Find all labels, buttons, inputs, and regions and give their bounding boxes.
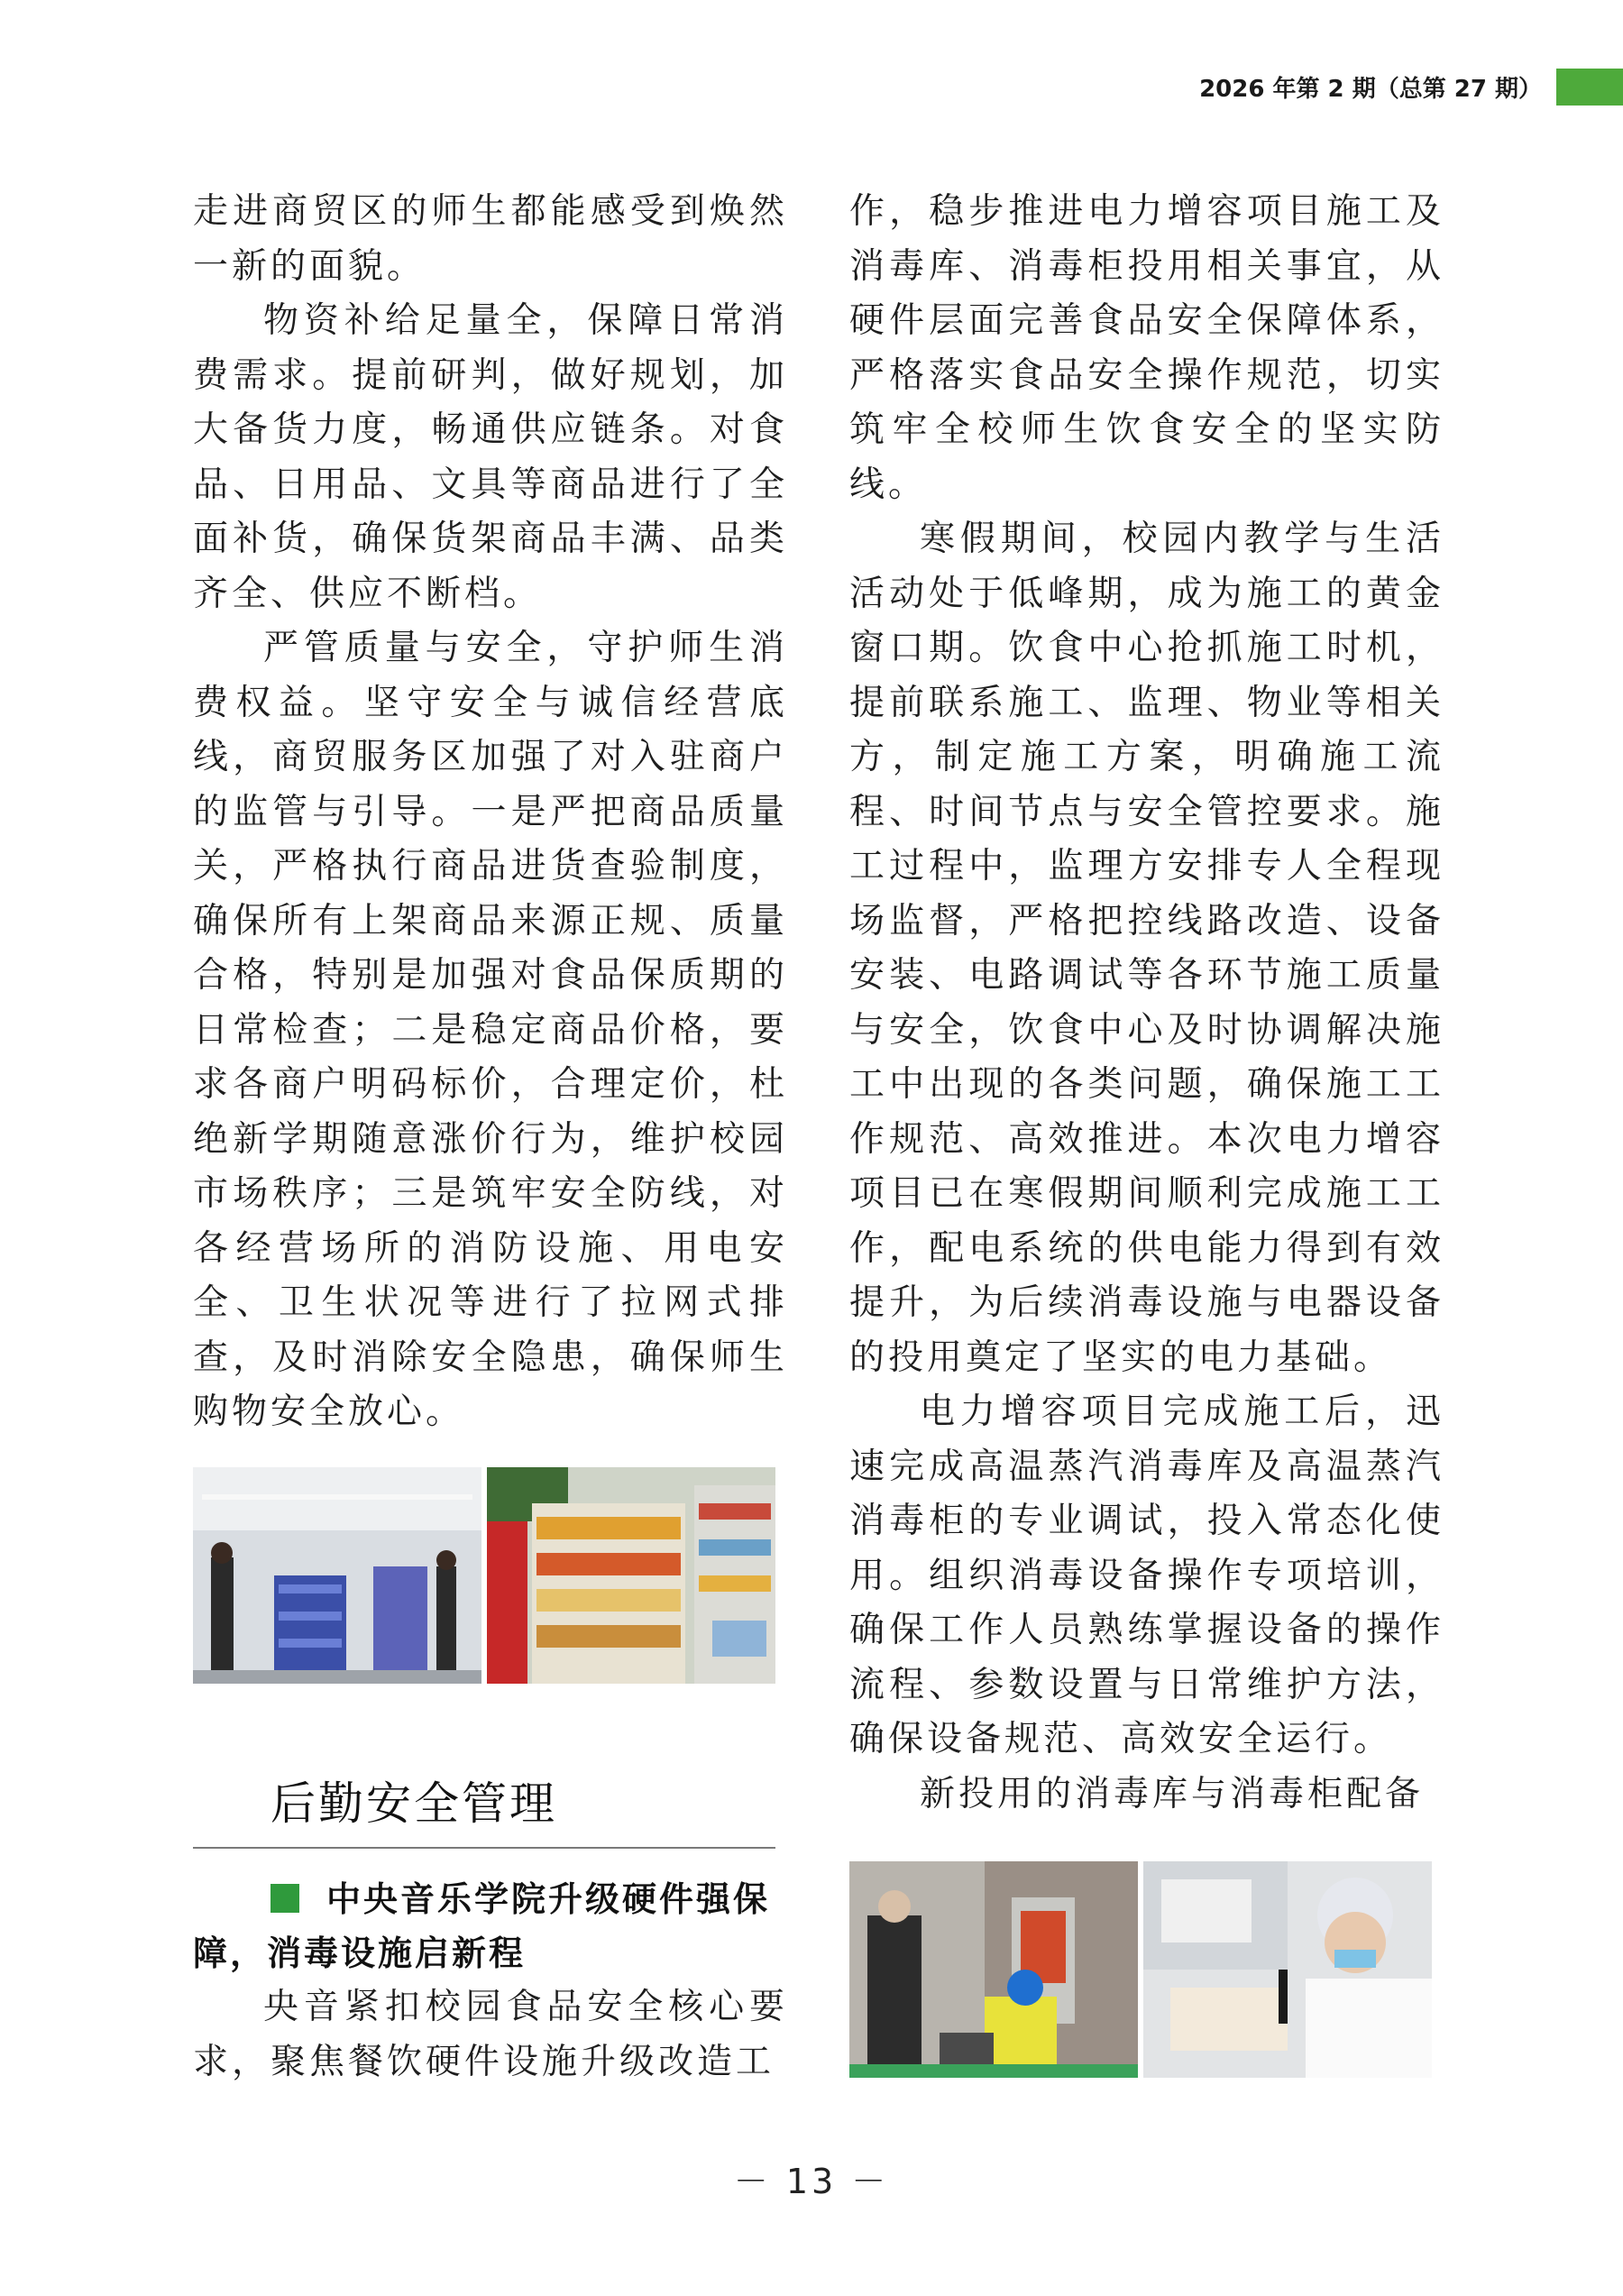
right-column bbox=[849, 185, 1444, 1822]
paragraph: 寒假期间，校园内教学与生活活动处于低峰期，成为施工的黄金窗口期。饮食中心抢抓施工时机，提前联系施工、监理、物业等相关方，制定施工方案，明确施工流程、时间节点与安全管控要求。施工过程中，监理方安排专人全程现场监督，严格把控线路改造、设备安装、电路调试等各环节施工质量与安全，饮食中心及时协调解决施工中出现的各类问题，确保施工工作规范、高效推进。本次电力增容项目已在寒假期间顺利完成施工工作，配电系统的供电能力得到有效提升，为后续消毒设施与电器设备的投用奠定了坚实的电力基础。 bbox=[849, 519, 1444, 1378]
bullet-square-icon bbox=[270, 1884, 299, 1913]
paragraph: 作，稳步推进电力增容项目施工及消毒库、消毒柜投用相关事宜，从硬件层面完善食品安全保障体系，严格落实食品安全操作规范，切实筑牢全校师生饮食安全的坚实防线。 bbox=[849, 191, 1444, 505]
photo-construction bbox=[849, 1861, 1138, 2078]
photo-supermarket-shelves bbox=[487, 1467, 775, 1684]
paragraph: 电力增容项目完成施工后，迅速完成高温蒸汽消毒库及高温蒸汽消毒柜的专业调试，投入常态化使用。组织消毒设备操作专项培训，确保工作人员熟练掌握设备的操作流程、参数设置与日常维护方法，确保设备规范、高效安全运行。 bbox=[849, 1391, 1444, 1759]
left-column bbox=[193, 185, 788, 1440]
photo-pair-disinfection bbox=[849, 1861, 1432, 2078]
photo-pair-store bbox=[193, 1467, 775, 1684]
issue-label: 2026 年第 2 期（总第 27 期） bbox=[1199, 76, 1542, 103]
photo-store-room bbox=[193, 1467, 481, 1684]
paragraph: 央音紧扣校园食品安全核心要求，聚焦餐饮硬件设施升级改造工 bbox=[193, 1987, 788, 2082]
subhead-text: 中央音乐学院升级硬件强保障，消毒设施启新程 bbox=[193, 1879, 771, 1973]
section-divider bbox=[193, 1847, 775, 1849]
paragraph: 走进商贸区的师生都能感受到焕然一新的面貌。 bbox=[193, 191, 788, 287]
page-number: － 13 － bbox=[733, 2162, 890, 2201]
paragraph: 新投用的消毒库与消毒柜配备 bbox=[920, 1773, 1425, 1814]
left-column-tail bbox=[193, 1980, 788, 2089]
header-accent-bar bbox=[1556, 69, 1623, 106]
article-subhead bbox=[193, 1872, 779, 1980]
paragraph: 物资补给足量全，保障日常消费需求。提前研判，做好规划，加大备货力度，畅通供应链条。对食品、日用品、文具等商品进行了全面补货，确保货架商品丰满、品类齐全、供应不断档。 bbox=[193, 300, 788, 614]
paragraph: 严管质量与安全，守护师生消费权益。坚守安全与诚信经营底线，商贸服务区加强了对入驻商户的监管与引导。一是严把商品质量关，严格执行商品进货查验制度，确保所有上架商品来源正规、质量合格，特别是加强对食品保质期的日常检查；二是稳定商品价格，要求各商户明码标价，合理定价，杜绝新学期随意涨价行为，维护校园市场秩序；三是筑牢安全防线，对各经营场所的消防设施、用电安全、卫生状况等进行了拉网式排查，及时消除安全隐患，确保师生购物安全放心。 bbox=[193, 628, 788, 1432]
section-title: 后勤安全管理 bbox=[270, 1777, 557, 1830]
photo-chef-disinfection bbox=[1143, 1861, 1432, 2078]
